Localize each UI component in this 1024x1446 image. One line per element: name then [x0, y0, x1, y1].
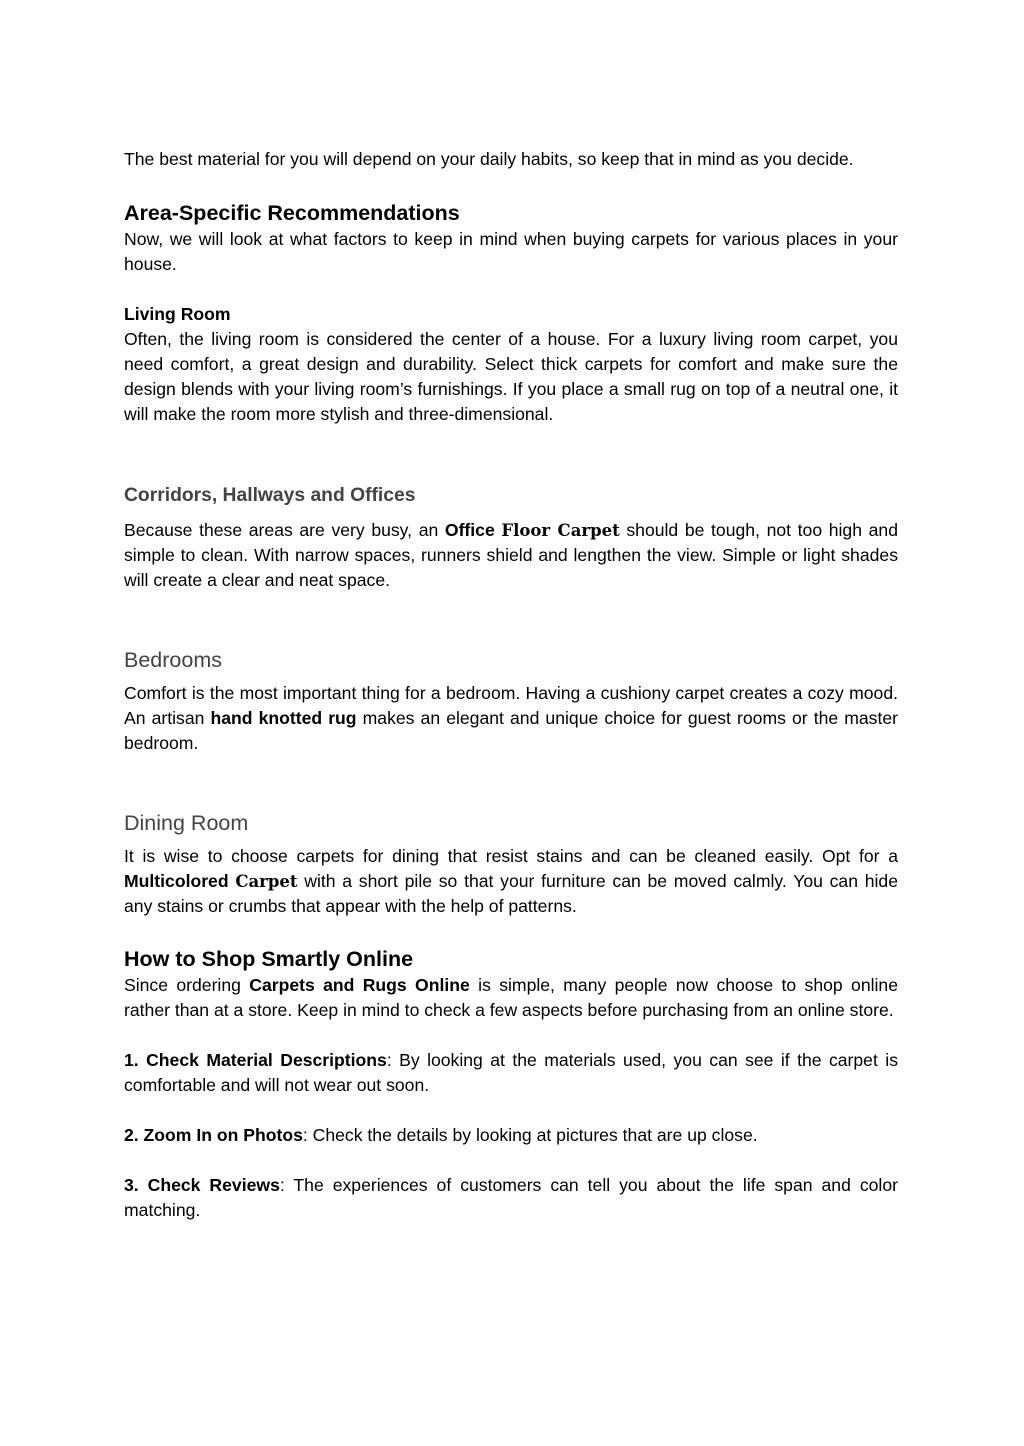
hand-knotted-rug-link[interactable]: hand knotted rug — [210, 708, 357, 728]
corridors-heading: Corridors, Hallways and Offices — [124, 485, 416, 506]
office-floor-carpet-link-part2: Floor Carpet — [501, 521, 620, 540]
bedrooms-text-after: makes an elegant and unique choice for guest rooms or the master bedroom. — [124, 708, 899, 753]
carpets-rugs-online-link[interactable]: Carpets and Rugs Online — [249, 975, 470, 995]
multicolored-carpet-link-part1: Multicolored — [124, 871, 236, 891]
office-floor-carpet-link-part1: Office — [444, 520, 502, 540]
corridors-text-after: should be tough, not too high and simple to clean. With narrow spaces, runners shield and lengthen the view. Simple or light shades will create a clear and neat space. — [124, 520, 898, 590]
tip-label: 3. Check Reviews — [124, 1175, 280, 1195]
shop-section-heading: How to Shop Smartly Online — [124, 947, 414, 971]
bedrooms-heading: Bedrooms — [124, 648, 222, 672]
dining-room-paragraph — [124, 844, 898, 919]
shop-text-before: Since ordering — [124, 975, 250, 995]
corridors-paragraph — [124, 518, 898, 593]
dining-room-heading: Dining Room — [124, 811, 249, 835]
bedrooms-paragraph — [124, 681, 898, 756]
tip-text: : The experiences of customers can tell you about the life span and color matching. — [124, 1175, 898, 1220]
dining-text-after: with a short pile so that your furniture can be moved calmly. You can hide any stains or crumbs that appear with the help of patterns. — [124, 871, 898, 916]
shop-text-after: is simple, many people now choose to shop online rather than at a store. Keep in mind to check a few aspects before purchasing from an online store. — [124, 975, 898, 1020]
dining-text-before: It is wise to choose carpets for dining that resist stains and can be cleaned easily. Opt for a — [124, 846, 898, 866]
office-floor-carpet-link[interactable] — [445, 520, 620, 540]
multicolored-carpet-link-part2: Carpet — [235, 872, 298, 891]
bedrooms-text-before: Comfort is the most important thing for a bedroom. Having a cushiony carpet creates a cozy mood. An artisan — [124, 683, 898, 728]
tip-label: 2. Zoom In on Photos — [124, 1125, 303, 1145]
multicolored-carpet-link[interactable] — [124, 871, 298, 891]
tip-label: 1. Check Material Descriptions — [124, 1050, 387, 1070]
shop-section-paragraph — [124, 973, 898, 1023]
living-room-heading: Living Room — [124, 304, 231, 324]
living-room-paragraph: Often, the living room is considered the center of a house. For a luxury living room carpet, you need comfort, a great design and durability. Select thick carpets for comfort and make sure the design blends with your living room’s furnishings. If you place a small rug on top of a neutral one, it will make the room more stylish and three-dimensional. — [124, 329, 898, 424]
area-section-intro: Now, we will look at what factors to keep in mind when buying carpets for various places in your house. — [124, 229, 898, 274]
tip-item — [124, 1173, 898, 1223]
area-section-heading: Area-Specific Recommendations — [124, 201, 460, 225]
tip-text: : By looking at the materials used, you can see if the carpet is comfortable and will not wear out soon. — [124, 1050, 898, 1095]
intro-paragraph: The best material for you will depend on your daily habits, so keep that in mind as you decide. — [124, 149, 854, 169]
document-page — [124, 147, 898, 1223]
tip-item — [124, 1123, 898, 1148]
tip-item — [124, 1048, 898, 1098]
tip-text: : Check the details by looking at pictures that are up close. — [302, 1125, 758, 1145]
corridors-text-before: Because these areas are very busy, an — [124, 520, 445, 540]
